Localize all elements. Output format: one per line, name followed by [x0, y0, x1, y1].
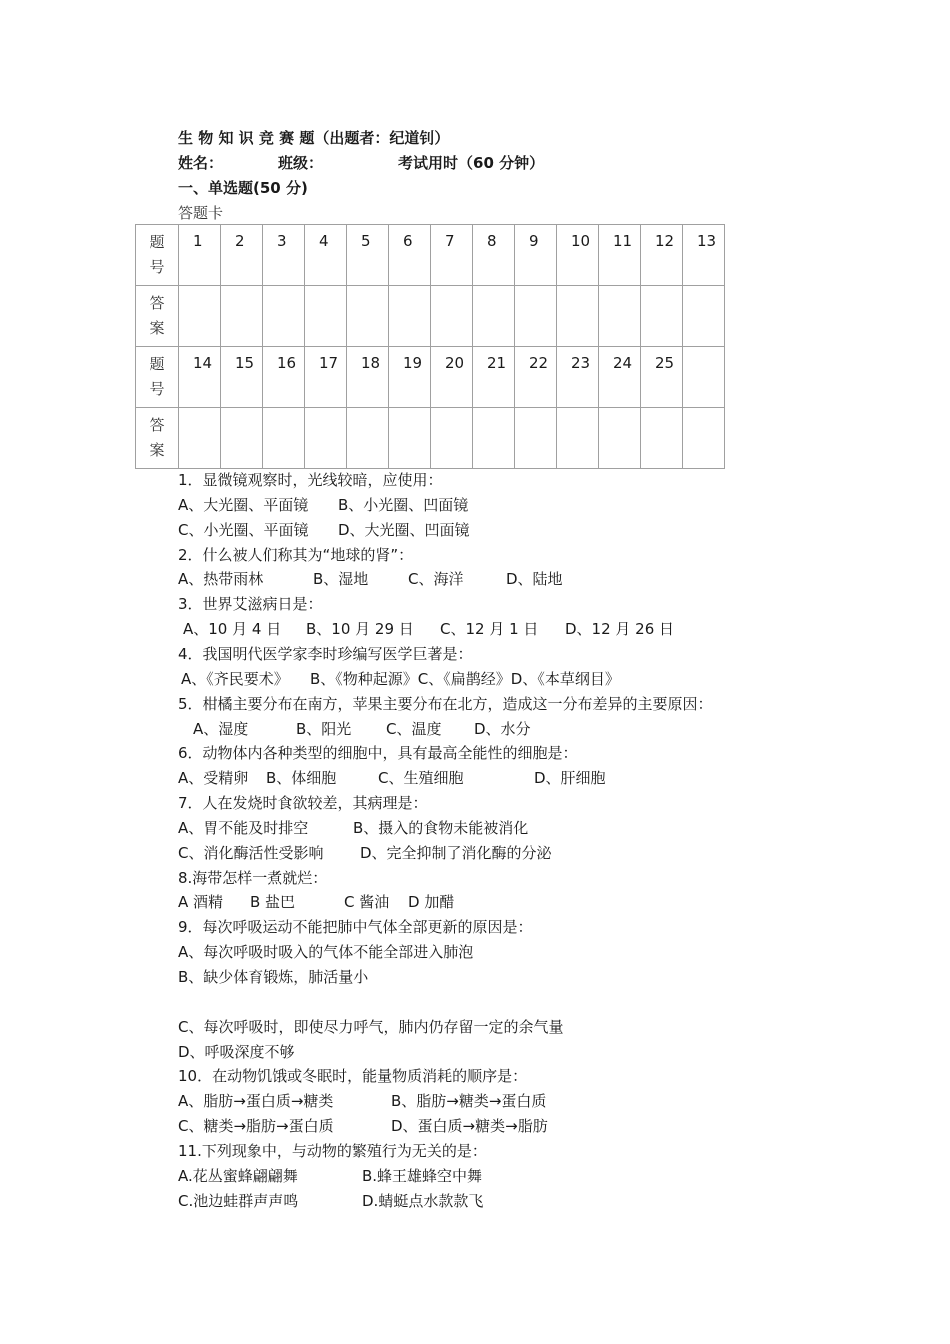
option-choice[interactable]: A 酒精 — [178, 893, 224, 912]
answer-card-table — [135, 224, 725, 469]
question-number-cell: 8 — [473, 225, 515, 286]
question-number-cell: 18 — [347, 347, 389, 408]
question-number-cell: 7 — [431, 225, 473, 286]
question-number-cell: 20 — [431, 347, 473, 408]
question-number-cell: 1 — [179, 225, 221, 286]
option-choice[interactable]: C、小光圈、平面镜 — [178, 520, 309, 539]
option-choice[interactable]: B、小光圈、凹面镜 — [338, 495, 469, 514]
option-choice[interactable]: B、体细胞 — [266, 769, 337, 788]
answer-cell[interactable] — [557, 408, 599, 469]
option-choice[interactable]: B、《物种起源》C、《扁鹊经》D、《本草纲目》 — [310, 669, 620, 688]
option-choice[interactable]: C、海洋 — [408, 570, 464, 589]
answer-cell[interactable] — [263, 286, 305, 347]
option-line — [178, 891, 878, 911]
option-line — [178, 1016, 878, 1036]
option-line — [178, 1165, 878, 1185]
answer-card-answer-row — [136, 286, 725, 347]
option-line — [178, 842, 878, 862]
answer-cell[interactable] — [431, 408, 473, 469]
question-number-cell: 6 — [389, 225, 431, 286]
exam-title: 生 物 知 识 竞 赛 题（出题者：纪道钊） — [178, 129, 450, 147]
option-choice[interactable]: C、12 月 1 日 — [440, 620, 539, 639]
option-line — [178, 618, 878, 638]
answer-cell[interactable] — [683, 408, 725, 469]
option-choice[interactable]: A、10 月 4 日 — [183, 620, 282, 639]
option-choice[interactable]: D、肝细胞 — [534, 769, 606, 788]
question-number-cell: 24 — [599, 347, 641, 408]
answer-cell[interactable] — [599, 408, 641, 469]
question-number-cell: 22 — [515, 347, 557, 408]
question-number-cell: 5 — [347, 225, 389, 286]
option-choice[interactable]: C、生殖细胞 — [378, 769, 464, 788]
option-choice[interactable]: A、脂肪→蛋白质→糖类 — [178, 1092, 334, 1111]
question-number-cell: 2 — [221, 225, 263, 286]
option-choice[interactable]: D、水分 — [474, 719, 531, 738]
answer-header: 答 案 — [136, 408, 179, 469]
option-choice[interactable]: A、受精卵 — [178, 769, 249, 788]
answer-cell[interactable] — [641, 408, 683, 469]
question-number-cell: 10 — [557, 225, 599, 286]
answer-cell[interactable] — [305, 286, 347, 347]
time-label: 考试用时（60 分钟） — [398, 154, 545, 172]
option-choice[interactable]: A、湿度 — [193, 719, 249, 738]
name-label: 姓名： — [178, 154, 224, 172]
option-choice[interactable]: D、呼吸深度不够 — [178, 1042, 295, 1061]
answer-card-number-row — [136, 225, 725, 286]
question-stem: 11.下列现象中，与动物的繁殖行为无关的是： — [178, 1141, 487, 1160]
question-stem: 7．人在发烧时食欲较差，其病理是： — [178, 794, 428, 813]
answer-cell[interactable] — [305, 408, 347, 469]
option-line — [178, 568, 878, 588]
option-line — [178, 519, 878, 539]
answer-cell[interactable] — [179, 408, 221, 469]
question-number-cell: 23 — [557, 347, 599, 408]
option-choice[interactable]: B、缺少体育锻炼，肺活量小 — [178, 968, 369, 986]
answer-cell[interactable] — [431, 286, 473, 347]
question-stem: 10．在动物饥饿或冬眠时，能量物质消耗的顺序是： — [178, 1067, 528, 1086]
option-choice[interactable]: A、大光圈、平面镜 — [178, 495, 309, 514]
answer-card-number-row — [136, 347, 725, 408]
answer-cell[interactable] — [221, 286, 263, 347]
option-choice[interactable]: D.蜻蜓点水款款飞 — [362, 1191, 484, 1210]
option-line — [178, 494, 878, 514]
question-number-cell: 25 — [641, 347, 683, 408]
option-choice[interactable]: A.花丛蜜蜂翩翩舞 — [178, 1166, 298, 1185]
answer-card-answer-row — [136, 408, 725, 469]
section-heading: 一、单选题(50 分) — [178, 179, 308, 197]
option-line — [178, 767, 878, 787]
answer-cell[interactable] — [389, 408, 431, 469]
option-line — [178, 1115, 878, 1135]
answer-cell[interactable] — [263, 408, 305, 469]
question-stem: 5．柑橘主要分布在南方，苹果主要分布在北方，造成这一分布差异的主要原因： — [178, 694, 713, 713]
option-line — [178, 941, 878, 961]
question-number-header: 题 号 — [136, 225, 179, 286]
answer-header: 答 案 — [136, 286, 179, 347]
question-number-cell: 14 — [179, 347, 221, 408]
answer-card-label: 答题卡 — [178, 204, 224, 222]
question-number-cell: 15 — [221, 347, 263, 408]
question-number-cell: 16 — [263, 347, 305, 408]
option-line — [178, 966, 878, 986]
question-stem: 4．我国明代医学家李时珍编写医学巨著是： — [178, 644, 473, 663]
answer-cell[interactable] — [515, 286, 557, 347]
question-stem: 2．什么被人们称其为“地球的肾”： — [178, 545, 414, 564]
answer-cell[interactable] — [389, 286, 431, 347]
question-number-cell: 12 — [641, 225, 683, 286]
option-choice[interactable]: B.蜂王雄蜂空中舞 — [362, 1166, 483, 1185]
option-choice[interactable]: C 酱油 — [344, 893, 390, 912]
option-choice[interactable]: C、每次呼吸时，即使尽力呼气，肺内仍存留一定的余气量 — [178, 1017, 564, 1036]
option-choice[interactable]: A、每次呼吸时吸入的气体不能全部进入肺泡 — [178, 943, 474, 962]
answer-cell[interactable] — [473, 408, 515, 469]
answer-cell[interactable] — [347, 408, 389, 469]
option-choice[interactable]: D、大光圈、凹面镜 — [338, 520, 470, 539]
answer-cell[interactable] — [683, 286, 725, 347]
question-stem: 9．每次呼吸运动不能把肺中气体全部更新的原因是： — [178, 918, 533, 937]
option-choice[interactable]: C.池边蛙群声声鸣 — [178, 1191, 299, 1210]
class-label: 班级： — [278, 154, 324, 172]
option-line — [178, 1090, 878, 1110]
question-stem: 8.海带怎样一煮就烂： — [178, 868, 328, 887]
question-stem: 1．显微镜观察时，光线较暗，应使用： — [178, 471, 443, 489]
question-number-cell: 13 — [683, 225, 725, 286]
question-number-cell: 17 — [305, 347, 347, 408]
question-number-cell: 9 — [515, 225, 557, 286]
answer-cell[interactable] — [557, 286, 599, 347]
answer-cell[interactable] — [641, 286, 683, 347]
question-number-cell: 11 — [599, 225, 641, 286]
student-info-line — [178, 152, 598, 172]
option-choice[interactable]: B、脂肪→糖类→蛋白质 — [391, 1092, 547, 1111]
question-number-cell: 19 — [389, 347, 431, 408]
question-number-header: 题 号 — [136, 347, 179, 408]
option-line — [178, 668, 878, 688]
answer-cell[interactable] — [347, 286, 389, 347]
option-choice[interactable]: C、温度 — [386, 719, 442, 738]
question-stem: 3．世界艾滋病日是： — [178, 595, 323, 614]
option-choice[interactable]: B 盐巴 — [250, 893, 296, 912]
option-choice[interactable]: A、《齐民要术》 — [181, 669, 289, 688]
question-stem: 6．动物体内各种类型的细胞中，具有最高全能性的细胞是： — [178, 744, 578, 763]
option-choice[interactable]: C、糖类→脂肪→蛋白质 — [178, 1117, 334, 1136]
option-line — [178, 817, 878, 837]
option-choice[interactable]: D、陆地 — [506, 570, 563, 589]
option-choice[interactable]: B、阳光 — [296, 719, 352, 738]
option-choice[interactable]: D、完全抑制了消化酶的分泌 — [360, 843, 552, 862]
answer-cell[interactable] — [473, 286, 515, 347]
option-line — [178, 1190, 878, 1210]
option-choice[interactable]: D 加醋 — [408, 893, 455, 912]
option-choice[interactable]: B、湿地 — [313, 570, 369, 589]
option-choice[interactable]: C、消化酶活性受影响 — [178, 843, 324, 862]
answer-cell[interactable] — [179, 286, 221, 347]
question-number-cell: 21 — [473, 347, 515, 408]
question-number-cell: 4 — [305, 225, 347, 286]
option-choice[interactable]: B、10 月 29 日 — [306, 620, 414, 639]
option-line — [178, 718, 878, 738]
question-number-cell: 3 — [263, 225, 305, 286]
question-number-cell — [683, 347, 725, 408]
option-choice[interactable]: A、胃不能及时排空 — [178, 818, 309, 837]
answer-cell[interactable] — [221, 408, 263, 469]
option-choice[interactable]: D、12 月 26 日 — [565, 620, 675, 639]
answer-cell[interactable] — [515, 408, 557, 469]
option-choice[interactable]: D、蛋白质→糖类→脂肪 — [391, 1117, 548, 1136]
option-line — [178, 1041, 878, 1061]
option-choice[interactable]: A、热带雨林 — [178, 570, 264, 589]
answer-cell[interactable] — [599, 286, 641, 347]
option-choice[interactable]: B、摄入的食物未能被消化 — [353, 818, 529, 837]
